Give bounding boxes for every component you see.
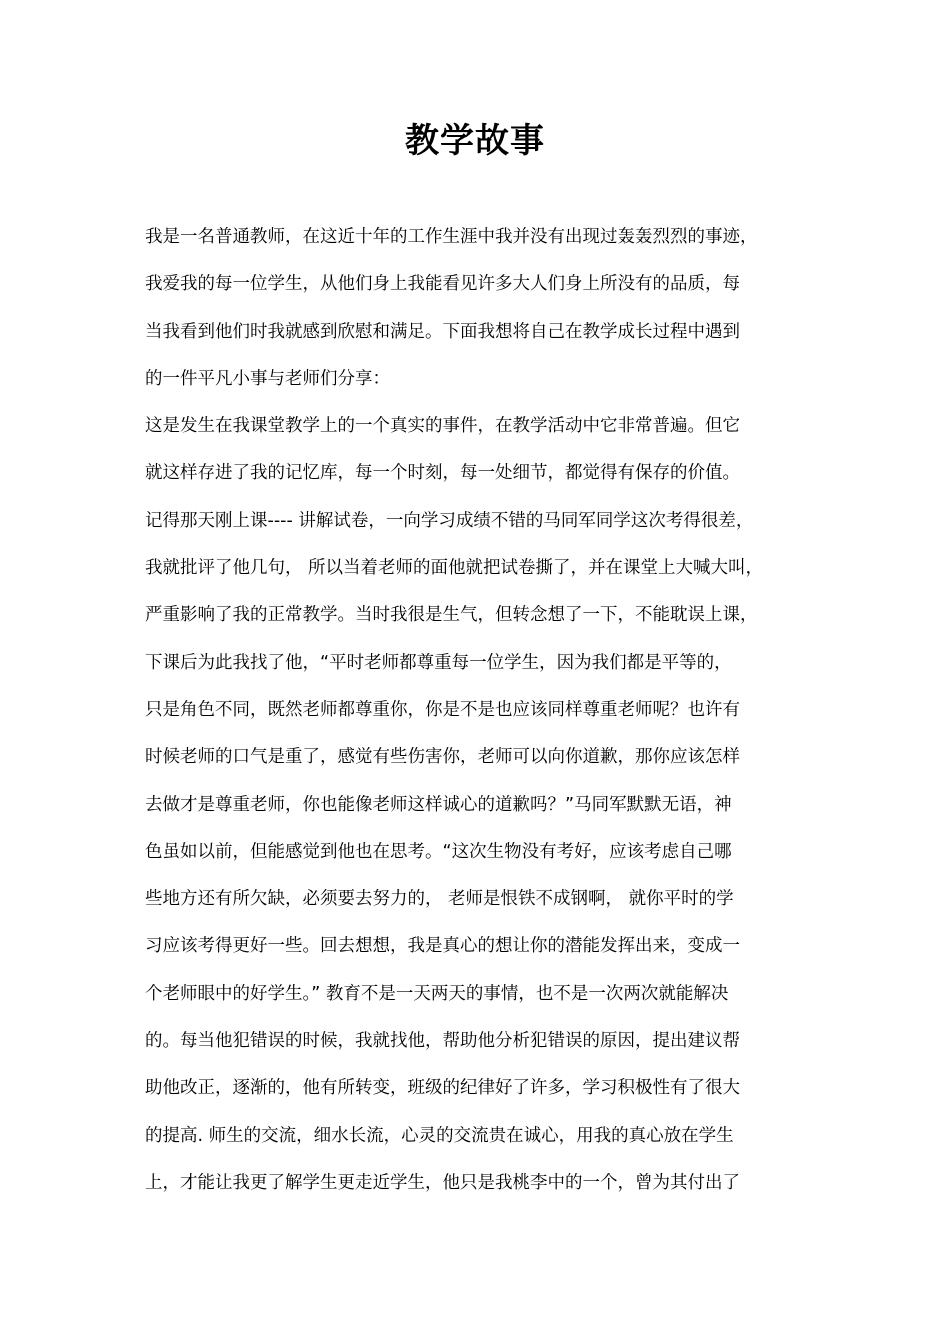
body-line: 个老师眼中的好学生。” 教育不是一天两天的事情，也不是一次两次就能解决: [145, 983, 729, 1004]
document-body: [145, 220, 825, 1213]
body-line: 去做才是尊重老师，你也能像老师这样诚心的道歉吗？”马同军默默无语，神: [145, 794, 732, 815]
body-line: 助他改正，逐渐的，他有所转变，班级的纪律好了许多，学习积极性有了很大: [145, 1078, 740, 1099]
body-line: 这是发生在我课堂教学上的一个真实的事件，在教学活动中它非常普遍。但它: [145, 416, 740, 437]
body-line: 上，才能让我更了解学生更走近学生，他只是我桃李中的一个，曾为其付出了: [145, 1172, 740, 1193]
body-line: 色虽如以前，但能感觉到他也在思考。“这次生物没有考好，应该考虑自己哪: [145, 841, 732, 862]
body-line: 的一件平凡小事与老师们分享：: [145, 368, 390, 389]
body-line: 的提高. 师生的交流，细水长流，心灵的交流贵在诚心，用我的真心放在学生: [145, 1125, 734, 1146]
body-line: 当我看到他们时我就感到欣慰和满足。下面我想将自己在教学成长过程中遇到: [145, 321, 740, 342]
body-line: 我是一名普通教师，在这近十年的工作生涯中我并没有出现过轰轰烈烈的事迹，: [145, 227, 758, 247]
body-line: 习应该考得更好一些。回去想想，我是真心的想让你的潜能发挥出来，变成一: [145, 936, 740, 957]
body-line: 的。每当他犯错误的时候，我就找他，帮助他分析犯错误的原因，提出建议帮: [145, 1031, 740, 1052]
body-line: 时候老师的口气是重了，感觉有些伤害你，老师可以向你道歉，那你应该怎样: [145, 747, 740, 768]
document-title: 教学故事: [405, 121, 545, 161]
body-line: 些地方还有所欠缺，必须要去努力的， 老师是恨铁不成钢啊， 就你平时的学: [145, 889, 734, 910]
body-line: 记得那天刚上课---- 讲解试卷，一向学习成绩不错的马同军同学这次考得很差，: [145, 510, 754, 531]
body-line: 严重影响了我的正常教学。当时我很是生气，但转念想了一下，不能耽误上课，: [145, 605, 758, 626]
body-line: 下课后为此我找了他，“平时老师都尊重每一位学生，因为我们都是平等的，: [145, 652, 732, 673]
body-line: 我爱我的每一位学生，从他们身上我能看见许多大人们身上所没有的品质，每: [145, 274, 740, 295]
body-line: 只是角色不同，既然老师都尊重你，你是不是也应该同样尊重老师呢？也许有: [145, 699, 740, 720]
body-line: 就这样存进了我的记忆库，每一个时刻，每一处细节，都觉得有保存的价值。: [145, 463, 740, 484]
body-line: 我就批评了他几句， 所以当着老师的面他就把试卷撕了，并在课堂上大喊大叫，: [145, 558, 764, 579]
